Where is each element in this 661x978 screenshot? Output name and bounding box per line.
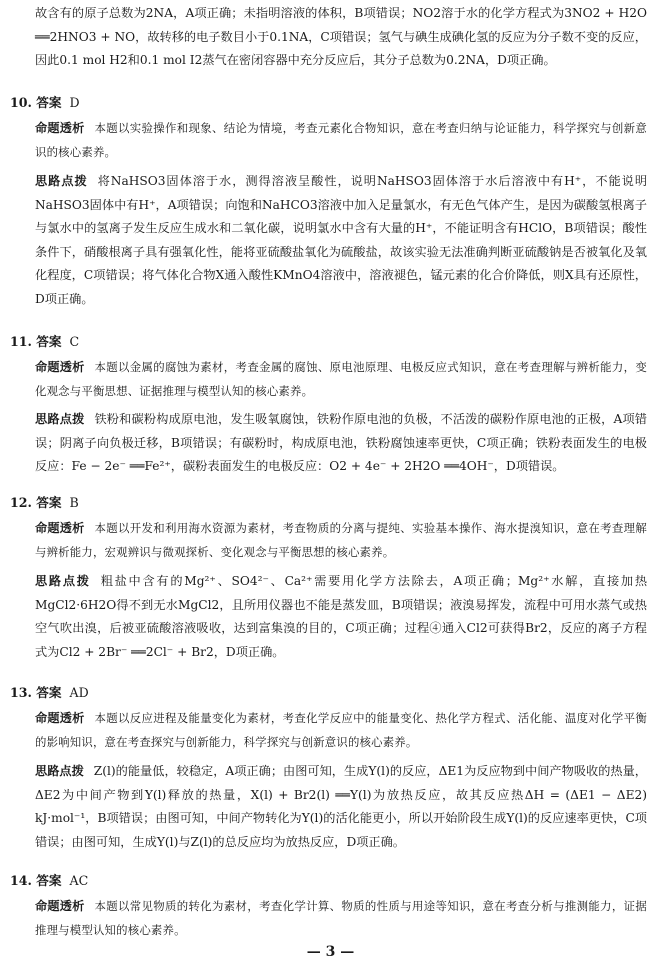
q14-number: 14. 答案 xyxy=(10,873,62,888)
q11-number: 11. 答案 xyxy=(10,334,62,349)
q13-analysis xyxy=(35,707,647,754)
q11-value: C xyxy=(69,334,80,349)
q11-analysis xyxy=(35,356,647,403)
q13-value: AD xyxy=(69,685,89,700)
q14-analysis-text: 本题以常见物质的转化为素材，考查化学计算、物质的性质与用途等知识，意在考查分析与推测能力，证据推理与模型认知的核心素养。 xyxy=(35,899,648,937)
q11-hint xyxy=(35,408,647,479)
q10-analysis-label: 命题透析 xyxy=(35,121,85,135)
q14-answer xyxy=(10,871,88,891)
q11-analysis-label: 命题透析 xyxy=(35,360,85,374)
q14-analysis-label: 命题透析 xyxy=(35,899,85,913)
q10-analysis-text: 本题以实验操作和现象、结论为情境，考查元素化合物知识，意在考查归纳与论证能力，科学探究与创新意识的核心素养。 xyxy=(35,121,648,159)
q10-value: D xyxy=(69,95,80,110)
q11-answer xyxy=(10,332,79,352)
intro-paragraph: 故含有的原子总数为2NA，A项正确；未指明溶液的体积，B项错误；NO2溶于水的化学方程式为3NO2 + H2O ══2HNO3 + NO，故转移的电子数目小于0.1NA，C项错误；氢气与碘生成碘化氢的反应为分子数不变的反应，因此0.1 mol H2和0.1 mol I2蒸气在密闭容器中充分反应后，其分子总数为0.2NA，D项正确。 xyxy=(35,6,647,68)
q13-number: 13. 答案 xyxy=(10,685,62,700)
q11-analysis-text: 本题以金属的腐蚀为素材，考查金属的腐蚀、原电池原理、电极反应式知识，意在考查理解与辨析能力，变化观念与平衡思想、证据推理与模型认知的核心素养。 xyxy=(35,360,648,398)
q10-analysis xyxy=(35,117,647,164)
q11-hint-text: 铁粉和碳粉构成原电池，发生吸氧腐蚀，铁粉作原电池的负极，不活泼的碳粉作原电池的正极，A项错误；阴离子向负极迁移，B项错误；有碳粉时，构成原电池，铁粉腐蚀速率更快，C项正确；铁粉表面发生的电极反应：Fe − 2e⁻ ══Fe²⁺，碳粉表面发生的电极反应：O2 + 4e⁻ + 2H2O ══4OH⁻，D项错误。 xyxy=(35,412,647,474)
q13-hint-label: 思路点拨 xyxy=(35,764,84,778)
q11-hint-label: 思路点拨 xyxy=(35,412,85,426)
q13-hint xyxy=(35,760,647,854)
q12-analysis-text: 本题以开发和利用海水资源为素材，考查物质的分离与提纯、实验基本操作、海水提溴知识，意在考查理解与辨析能力，宏观辨识与微观探析、变化观念与平衡思想的核心素养。 xyxy=(35,521,648,559)
q13-hint-text: Z(l)的能量低，较稳定，A项正确；由图可知，生成Y(l)的反应，ΔE1为反应物到中间产物吸收的热量，ΔE2为中间产物到Y(l)释放的热量，X(l) + Br2(l) ══Y(l)为放热反应，故其反应热ΔH = (ΔE1 − ΔE2) kJ·mol⁻¹，B项错误；由图可知，中间产物转化为Y(l)的活化能更小，所以开始阶段生成Y(l)的反应速率更快，C项错误；由图可知，生成Y(l)与Z(l)的总反应均为放热反应，D项正确。 xyxy=(35,764,647,849)
q13-analysis-text: 本题以反应进程及能量变化为素材，考查化学反应中的能量变化、热化学方程式、活化能、温度对化学平衡的影响知识，意在考查探究与创新能力，科学探究与创新意识的核心素养。 xyxy=(35,711,648,749)
q14-analysis xyxy=(35,895,647,942)
q12-value: B xyxy=(69,495,79,510)
q10-hint xyxy=(35,170,647,312)
page-number: — 3 — xyxy=(306,944,355,960)
q10-number: 10. 答案 xyxy=(10,95,62,110)
q10-answer xyxy=(10,93,80,113)
q12-hint xyxy=(35,570,647,664)
q12-hint-label: 思路点拨 xyxy=(35,574,91,588)
q13-analysis-label: 命题透析 xyxy=(35,711,85,725)
q14-value: AC xyxy=(69,873,89,888)
q12-answer xyxy=(10,493,79,513)
q12-number: 12. 答案 xyxy=(10,495,62,510)
q12-analysis xyxy=(35,517,647,564)
q12-analysis-label: 命题透析 xyxy=(35,521,85,535)
q12-hint-text: 粗盐中含有的Mg²⁺、SO4²⁻、Ca²⁺需要用化学方法除去，A项正确；Mg²⁺水解，直接加热MgCl2·6H2O得不到无水MgCl2，且所用仪器也不能是蒸发皿，B项错误；液溴易挥发，流程中可用水蒸气或热空气吹出溴，后被亚硫酸溶液吸收，达到富集溴的目的，C项正确；过程④通入Cl2可获得Br2，反应的离子方程式为Cl2 + 2Br⁻ ══2Cl⁻ + Br2，D项正确。 xyxy=(35,574,648,659)
q13-answer xyxy=(10,683,89,703)
q10-hint-text: 将NaHSO3固体溶于水，测得溶液呈酸性，说明NaHSO3固体溶于水后溶液中有H⁺，不能说明NaHSO3固体中有H⁺，A项错误；向饱和NaHCO3溶液中加入足量氯水，有无色气体产生，是因为碳酸氢根离子与氯水中的氢离子发生反应生成水和二氧化碳，说明氯水中含有大量的H⁺，不能证明含有HClO，B项错误；酸性条件下，硝酸根离子具有强氧化性，能将亚硫酸盐氧化为硫酸盐，故该实验无法准确判断亚硫酸钠是否被氧化及氧化程度，C项错误；将气体化合物X通入酸性KMnO4溶液中，溶液褪色，锰元素的化合价降低，则X具有还原性，D项正确。 xyxy=(35,174,648,306)
q10-hint-label: 思路点拨 xyxy=(35,174,88,188)
